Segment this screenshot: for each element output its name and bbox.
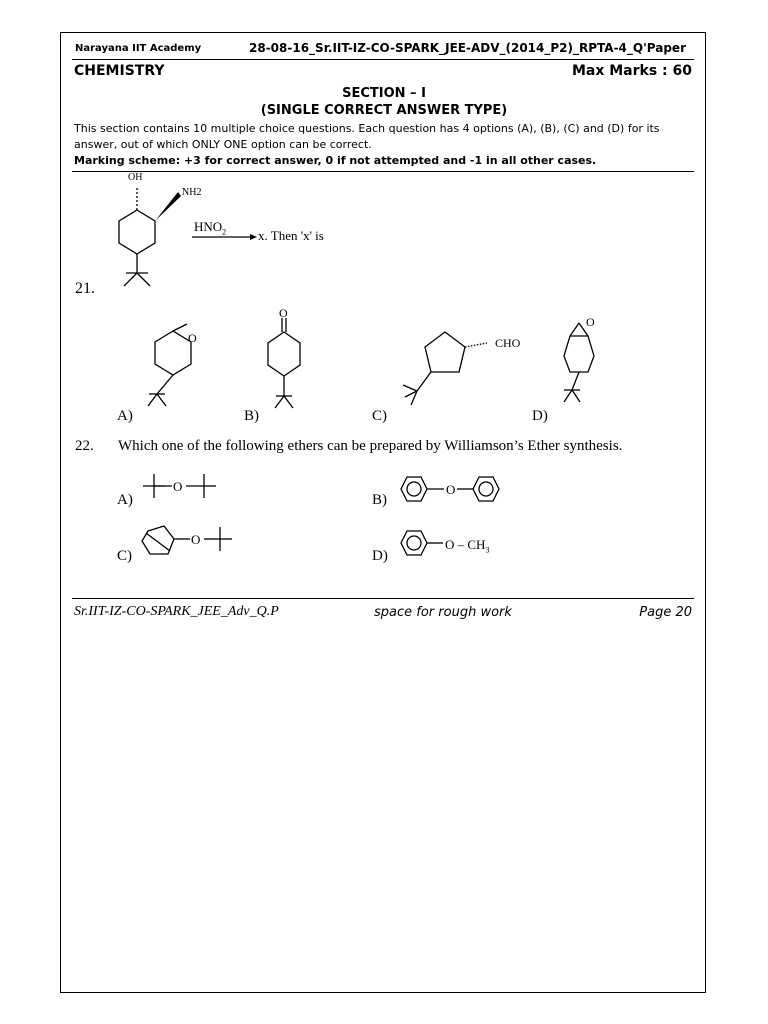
cho-label: CHO: [495, 336, 521, 350]
q21-option-a-label[interactable]: A): [117, 408, 133, 424]
reagent-hno2: $HNO_2$: [194, 219, 227, 237]
instructions-line-1: This section contains 10 multiple choice questions. Each question has 4 options (A), (B), (C) and (D) for its: [74, 122, 660, 135]
epoxide-o-label: O: [586, 315, 595, 329]
q22-option-a-structure: [138, 470, 228, 505]
q22-question-text: Which one of the following ethers can be prepared by Williamson’s Ether synthesis.: [118, 438, 623, 454]
q21-option-a-structure: [135, 322, 205, 417]
footer-rule: [72, 598, 694, 599]
academy-name: Narayana IIT Academy: [75, 43, 202, 54]
footer-left: Sr.IIT-IZ-CO-SPARK_JEE_Adv_Q.P: [74, 604, 279, 619]
subject-title: CHEMISTRY: [74, 63, 165, 79]
section-title: SECTION – I: [342, 86, 426, 101]
q21-option-d-structure: [550, 312, 610, 420]
q21-option-b-label[interactable]: B): [244, 408, 259, 424]
ether-o-label: O: [173, 479, 183, 494]
ether-o-label: O: [191, 532, 201, 547]
page-number: Page 20: [639, 605, 692, 620]
footer-center: space for rough work: [374, 605, 512, 620]
q22-option-b-label[interactable]: B): [372, 492, 387, 508]
q21-number: 21.: [75, 280, 95, 297]
ether-o-label: O: [446, 482, 456, 497]
carbonyl-o-label: O: [188, 331, 197, 345]
q22-option-b-structure: [395, 473, 515, 508]
marking-scheme: Marking scheme: +3 for correct answer, 0 if not attempted and -1 in all other cases.: [74, 154, 597, 167]
q22-option-a-label[interactable]: A): [117, 492, 133, 508]
header-rule: [72, 59, 694, 60]
q22-option-c-structure: [138, 523, 238, 563]
reaction-arrow: [192, 232, 262, 242]
q22-option-c-label[interactable]: C): [117, 548, 132, 564]
q21-option-d-label[interactable]: D): [532, 408, 548, 424]
oh-label: OH: [128, 172, 143, 183]
section-type: (SINGLE CORRECT ANSWER TYPE): [260, 103, 508, 118]
paper-code: 28-08-16_Sr.IIT-IZ-CO-SPARK_JEE-ADV_(2014_P2)_RPTA-4_Q'Paper: [249, 41, 686, 55]
q21-option-c-label[interactable]: C): [372, 408, 387, 424]
q21-option-c-structure: [395, 327, 535, 417]
q21-result-text: x. Then 'x' is: [258, 228, 324, 243]
instructions-line-2: answer, out of which ONLY ONE option can be correct.: [74, 138, 372, 151]
max-marks: Max Marks : 60: [571, 63, 692, 79]
carbonyl-o-label: O: [279, 306, 288, 320]
q22-option-d-label[interactable]: D): [372, 548, 388, 564]
q22-number: 22.: [75, 438, 94, 454]
nh2-label: NH2: [182, 187, 202, 198]
methoxy-label: O – $CH_3$: [445, 537, 490, 555]
q21-option-b-structure: [262, 308, 322, 418]
